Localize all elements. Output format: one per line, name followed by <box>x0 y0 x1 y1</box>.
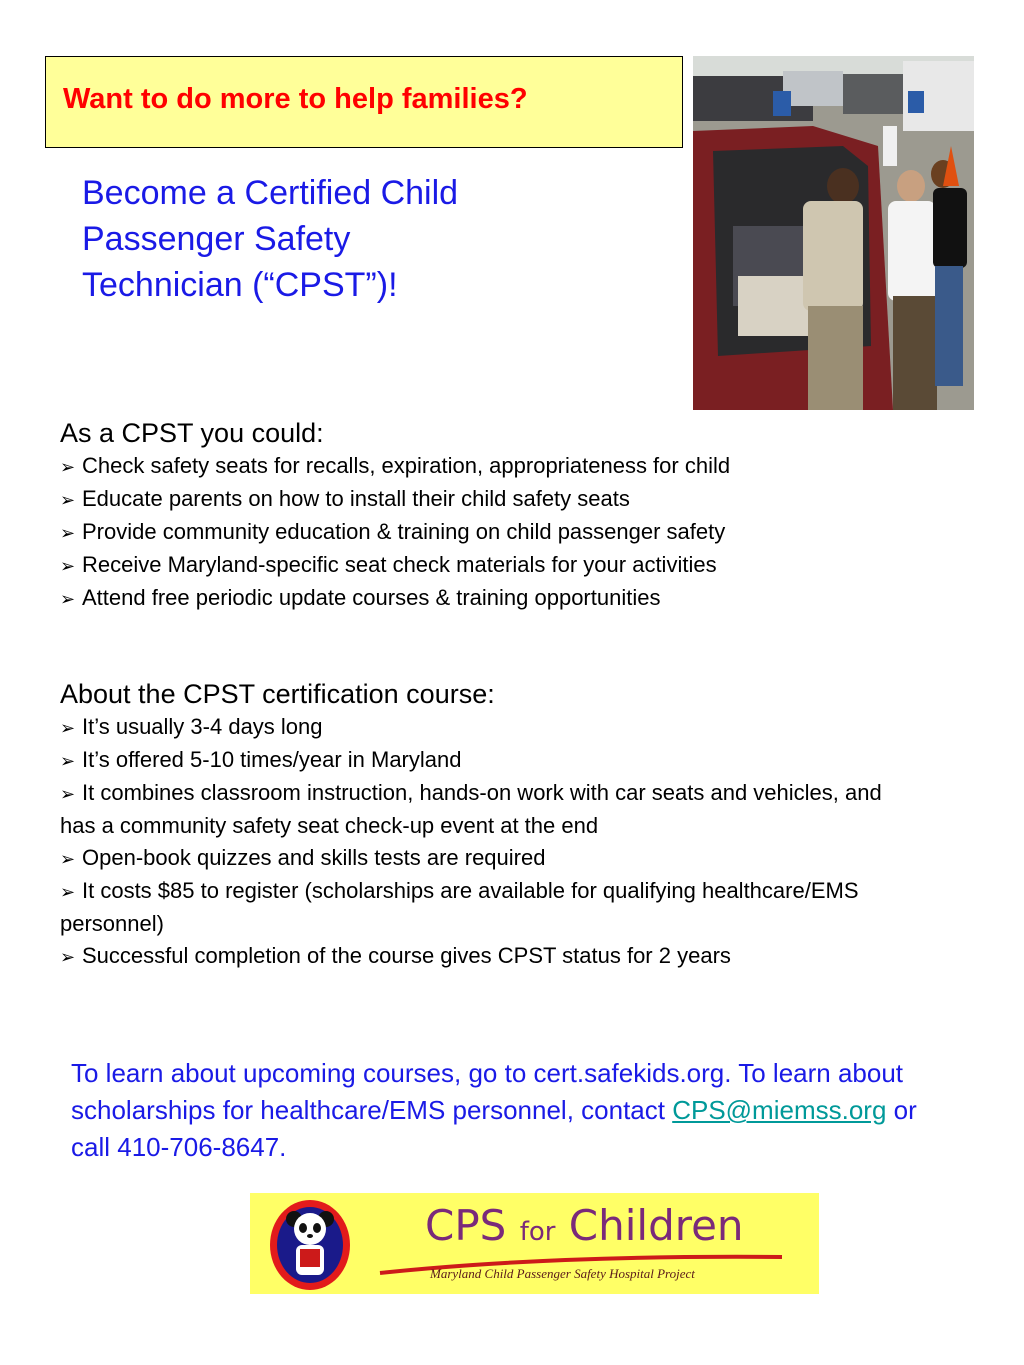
arrow-bullet-icon: ➢ <box>60 490 76 510</box>
list-item: ➢ Successful completion of the course gives CPST status for 2 years <box>60 940 960 973</box>
list-item: ➢ It costs $85 to register (scholarships are available for qualifying healthcare/EMS personnel) <box>60 878 859 936</box>
subtitle-line: Become a Certified Child <box>82 174 459 212</box>
logo-subtitle: Maryland Child Passenger Safety Hospital Project <box>430 1266 695 1281</box>
photo-illustration <box>693 56 974 410</box>
course-section <box>60 677 960 973</box>
list-item: ➢ It’s offered 5-10 times/year in Maryland <box>60 744 960 777</box>
car-seat-check-photo <box>693 56 974 410</box>
list-item: ➢ Provide community education & training on child passenger safety <box>60 516 960 549</box>
contact-info <box>71 1055 951 1166</box>
arrow-bullet-icon: ➢ <box>60 718 76 738</box>
arrow-bullet-icon: ➢ <box>60 784 76 804</box>
benefits-section <box>60 416 960 615</box>
arrow-bullet-icon: ➢ <box>60 457 76 477</box>
list-item: ➢ Open-book quizzes and skills tests are required <box>60 842 960 875</box>
list-item: ➢ It’s usually 3-4 days long <box>60 711 960 744</box>
arrow-bullet-icon: ➢ <box>60 523 76 543</box>
email-link[interactable]: CPS@miemss.org <box>672 1095 887 1125</box>
list-item: ➢ Receive Maryland-specific seat check materials for your activities <box>60 549 960 582</box>
subtitle-line: Technician (“CPST”)! <box>82 266 398 304</box>
benefits-heading: As a CPST you could: <box>60 418 324 448</box>
list-item: ➢ Educate parents on how to install their child safety seats <box>60 483 960 516</box>
arrow-bullet-icon: ➢ <box>60 751 76 771</box>
list-item: ➢ It combines classroom instruction, hands-on work with car seats and vehicles, and has a community safety seat check-up event at the end <box>60 780 882 838</box>
arrow-bullet-icon: ➢ <box>60 882 76 902</box>
contact-text: To learn about upcoming courses, go to cert.safekids.org. To learn about scholarships for healthcare/EMS personnel, contact <box>71 1058 904 1125</box>
page-subtitle <box>82 170 552 308</box>
logo-title: CPS for Children <box>425 1201 744 1250</box>
subtitle-line: Passenger Safety <box>82 220 351 258</box>
arrow-bullet-icon: ➢ <box>60 556 76 576</box>
course-heading: About the CPST certification course: <box>60 679 495 709</box>
list-item: ➢ Attend free periodic update courses & training opportunities <box>60 582 960 615</box>
cps-for-children-logo <box>250 1193 819 1294</box>
phone-text: or call 410-706-8647. <box>71 1095 917 1162</box>
list-item: ➢ Check safety seats for recalls, expiration, appropriateness for child <box>60 450 960 483</box>
arrow-bullet-icon: ➢ <box>60 589 76 609</box>
arrow-bullet-icon: ➢ <box>60 849 76 869</box>
headline: Want to do more to help families? <box>63 83 528 115</box>
arrow-bullet-icon: ➢ <box>60 947 76 967</box>
headline-box <box>45 56 683 148</box>
